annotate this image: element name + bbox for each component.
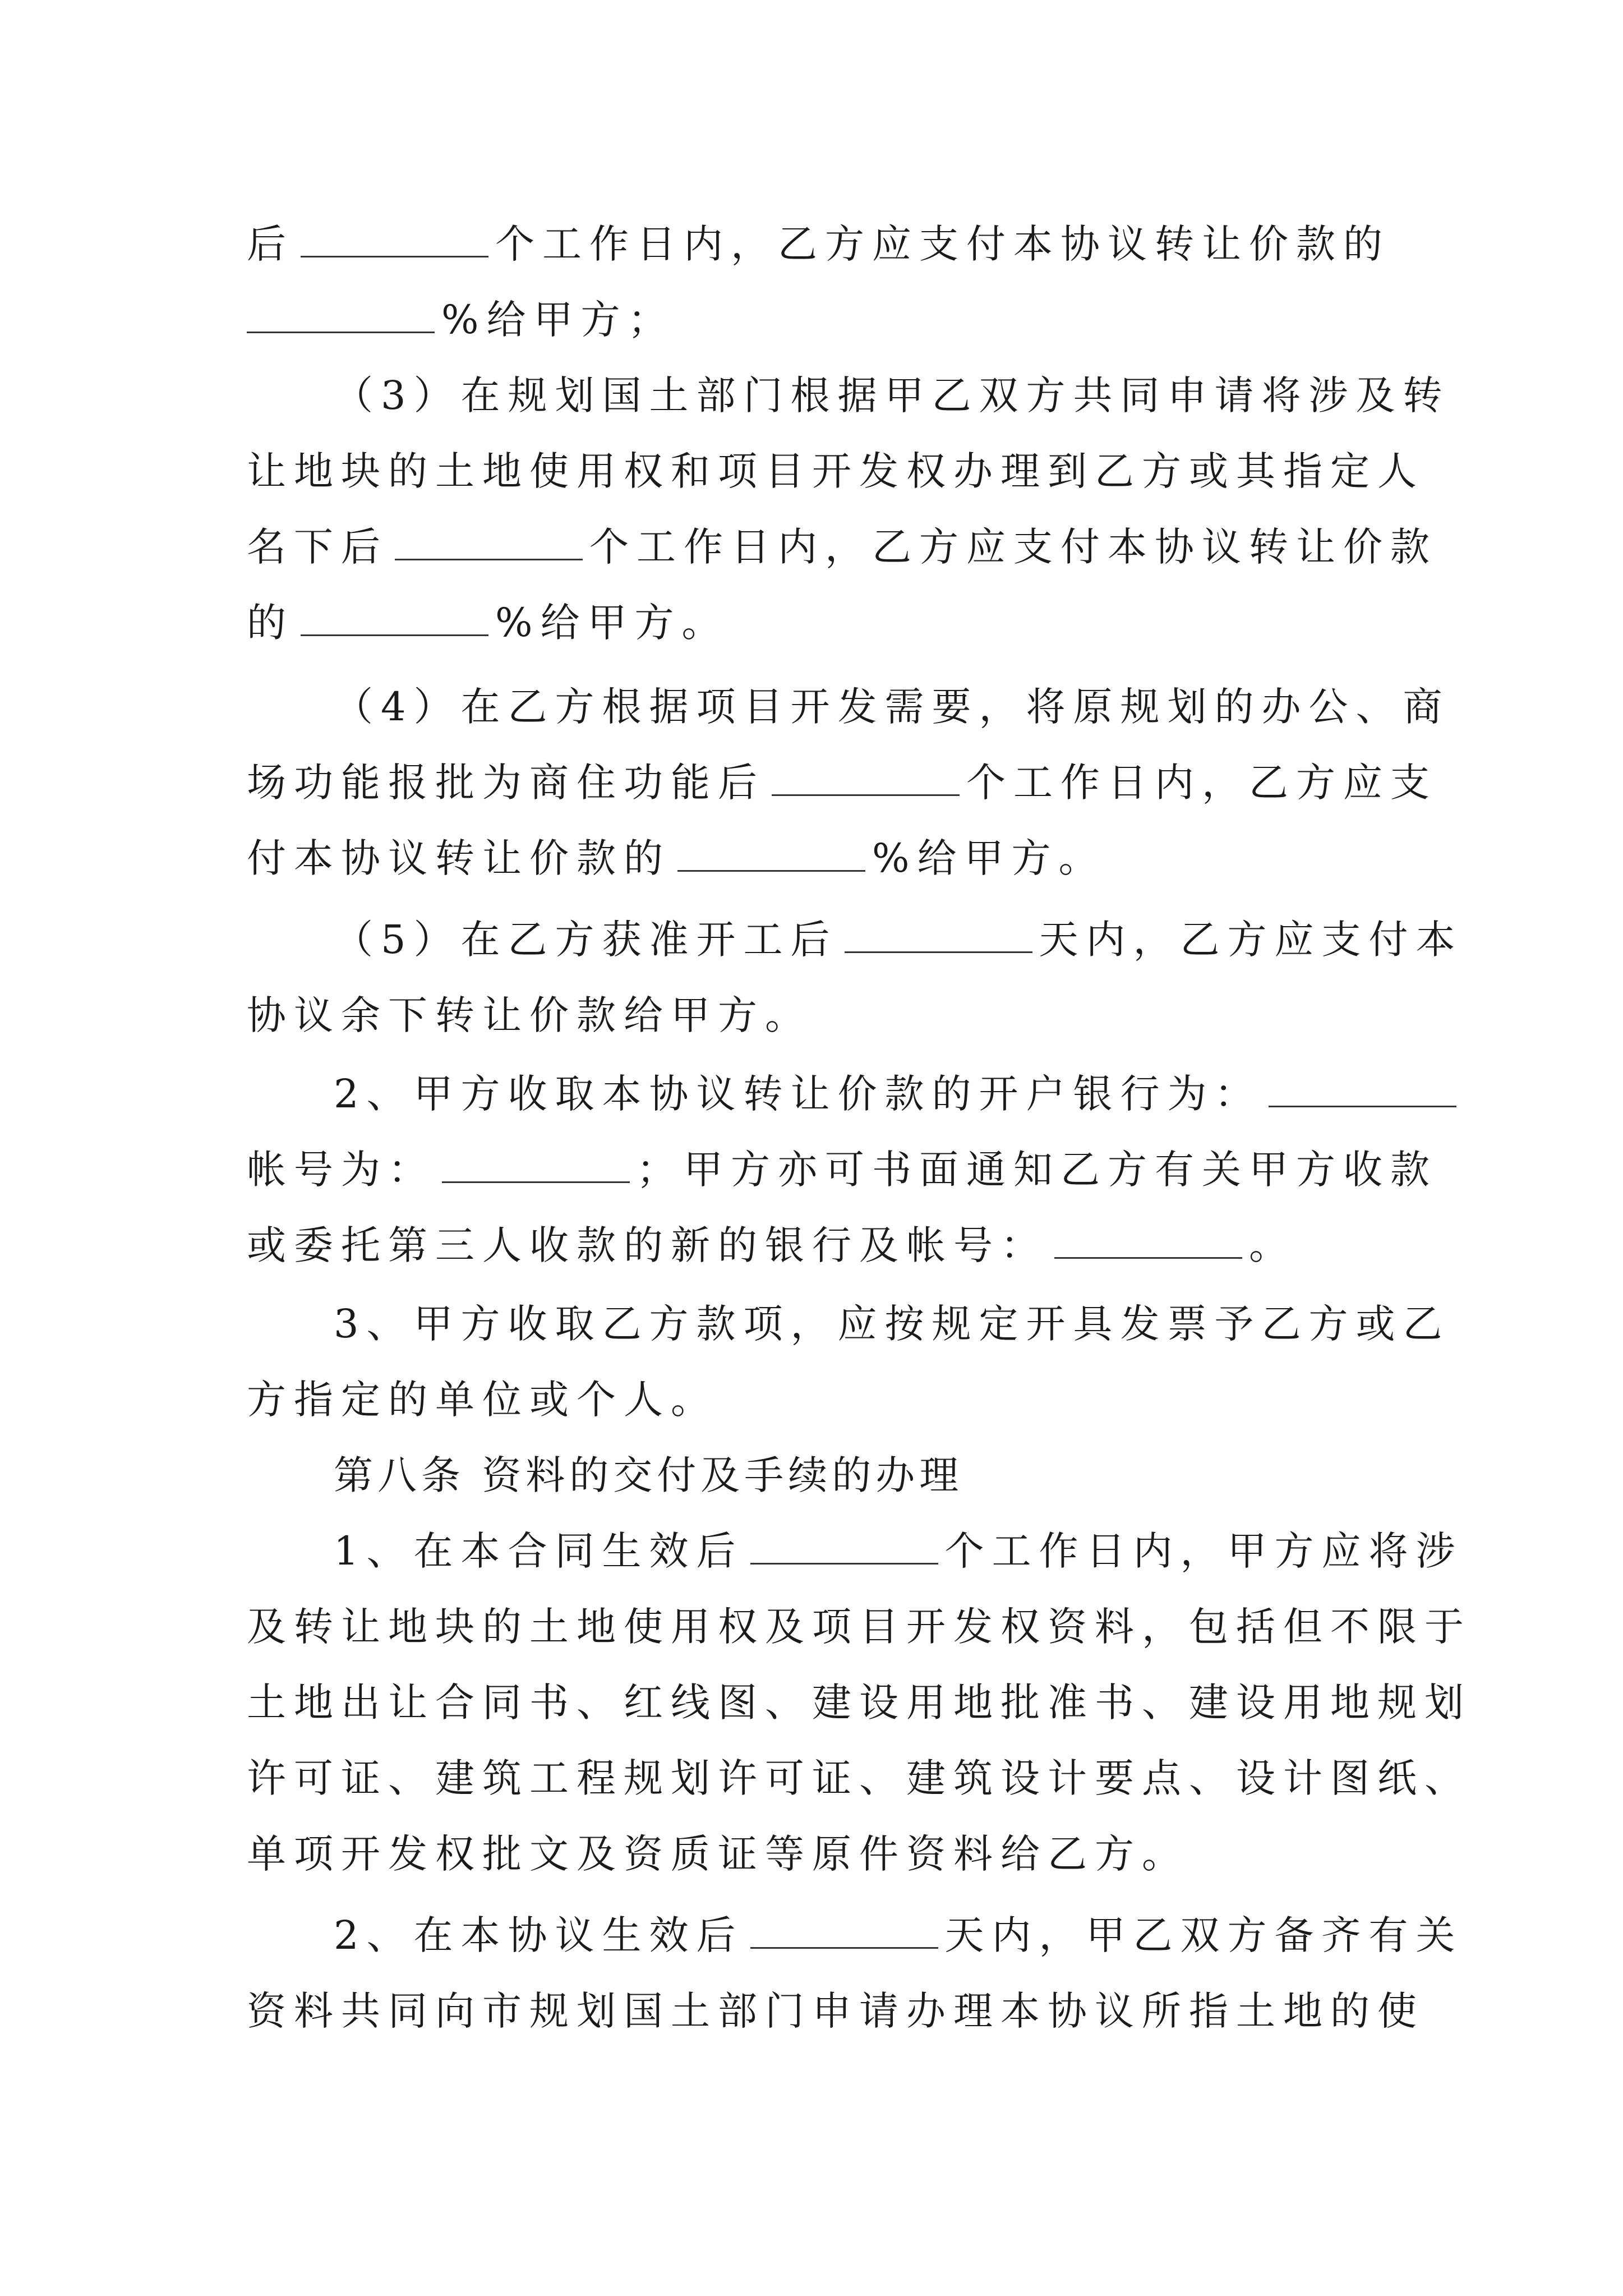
text-run: ；甲方亦可书面通知乙方有关甲方收款 bbox=[637, 1147, 1437, 1193]
text-line bbox=[247, 830, 1623, 886]
text-run: 天内，甲乙双方备齐有关 bbox=[944, 1912, 1463, 1958]
text-line bbox=[247, 519, 1623, 575]
text-run: 名下后 bbox=[247, 524, 388, 570]
text-run: 场功能报批为商住功能后 bbox=[247, 760, 765, 806]
fill-in-blank bbox=[395, 521, 583, 560]
fill-in-blank bbox=[301, 596, 488, 636]
text-line bbox=[247, 754, 1623, 811]
text-run: 单项开发权批文及资质证等原件资料给乙方。 bbox=[247, 1831, 1189, 1877]
text-run: 3、甲方收取乙方款项，应按规定开具发票予乙方或乙 bbox=[334, 1301, 1450, 1347]
text-line bbox=[334, 1296, 1623, 1352]
text-run: （5）在乙方获准开工后 bbox=[334, 917, 838, 963]
text-run: %给甲方。 bbox=[495, 600, 729, 646]
fill-in-blank bbox=[750, 1909, 938, 1949]
text-run: 个工作日内，乙方应支付本协议转让价款 bbox=[589, 524, 1437, 570]
text-line bbox=[334, 367, 1623, 424]
fill-in-blank bbox=[772, 756, 960, 796]
text-run: 许可证、建筑工程规划许可证、建筑设计要点、设计图纸、 bbox=[247, 1755, 1472, 1801]
text-line bbox=[334, 679, 1623, 735]
text-run: 个工作日内，乙方应支付本协议转让价款的 bbox=[495, 221, 1390, 267]
text-run: %给甲方。 bbox=[872, 835, 1106, 881]
text-run: 让地块的土地使用权和项目开发权办理到乙方或其指定人 bbox=[247, 448, 1424, 494]
fill-in-blank bbox=[750, 1525, 938, 1565]
text-run: 方指定的单位或个人。 bbox=[247, 1377, 718, 1423]
text-line bbox=[334, 1907, 1623, 1963]
text-run: 天内，乙方应支付本 bbox=[1039, 917, 1463, 963]
fill-in-blank bbox=[442, 1143, 630, 1183]
text-run: 个工作日内，甲方应将涉 bbox=[944, 1528, 1463, 1574]
text-line bbox=[334, 1066, 1623, 1122]
fill-in-blank bbox=[1054, 1219, 1242, 1259]
text-line bbox=[247, 1674, 1623, 1731]
text-line bbox=[334, 1523, 1623, 1579]
text-run: 2、甲方收取本协议转让价款的开户银行为： bbox=[334, 1071, 1262, 1117]
text-run: 付本协议转让价款的 bbox=[247, 835, 671, 881]
text-line bbox=[247, 1217, 1623, 1273]
fill-in-blank bbox=[1269, 1068, 1456, 1107]
text-line bbox=[247, 1142, 1623, 1198]
text-run: %给甲方； bbox=[441, 297, 675, 343]
text-run: （4）在乙方根据项目开发需要，将原规划的办公、商 bbox=[334, 684, 1450, 730]
fill-in-blank bbox=[247, 293, 435, 333]
text-line bbox=[247, 1826, 1623, 1882]
text-run: 。 bbox=[1249, 1222, 1296, 1268]
text-run: 资料共同向市规划国土部门申请办理本协议所指土地的使 bbox=[247, 1988, 1424, 2034]
section-heading bbox=[334, 1447, 1623, 1503]
text-run: 后 bbox=[247, 221, 294, 267]
text-run: 的 bbox=[247, 600, 294, 646]
text-run: 及转让地块的土地使用权及项目开发权资料，包括但不限于 bbox=[247, 1604, 1472, 1650]
fill-in-blank bbox=[301, 218, 488, 257]
text-run: 协议余下转让价款给甲方。 bbox=[247, 992, 812, 1038]
text-run: （3）在规划国土部门根据甲乙双方共同申请将涉及转 bbox=[334, 372, 1450, 418]
text-run: 2、在本协议生效后 bbox=[334, 1912, 744, 1958]
text-line bbox=[334, 912, 1623, 968]
text-line bbox=[247, 292, 1623, 348]
text-run: 帐号为： bbox=[247, 1147, 435, 1193]
text-run: 土地出让合同书、红线图、建设用地批准书、建设用地规划 bbox=[247, 1680, 1472, 1726]
text-line bbox=[247, 1599, 1623, 1655]
text-line bbox=[247, 1372, 1623, 1428]
fill-in-blank bbox=[845, 913, 1032, 953]
text-line bbox=[247, 1983, 1623, 2039]
text-run: 或委托第三人收款的新的银行及帐号： bbox=[247, 1222, 1048, 1268]
text-line bbox=[247, 595, 1623, 651]
text-line bbox=[247, 987, 1623, 1043]
text-run: 个工作日内，乙方应支 bbox=[966, 760, 1437, 806]
text-line bbox=[247, 1750, 1623, 1806]
text-run: 第八条 资料的交付及手续的办理 bbox=[334, 1452, 963, 1498]
text-line bbox=[247, 216, 1623, 272]
text-run: 1、在本合同生效后 bbox=[334, 1528, 744, 1574]
fill-in-blank bbox=[677, 832, 865, 872]
text-line bbox=[247, 443, 1623, 499]
